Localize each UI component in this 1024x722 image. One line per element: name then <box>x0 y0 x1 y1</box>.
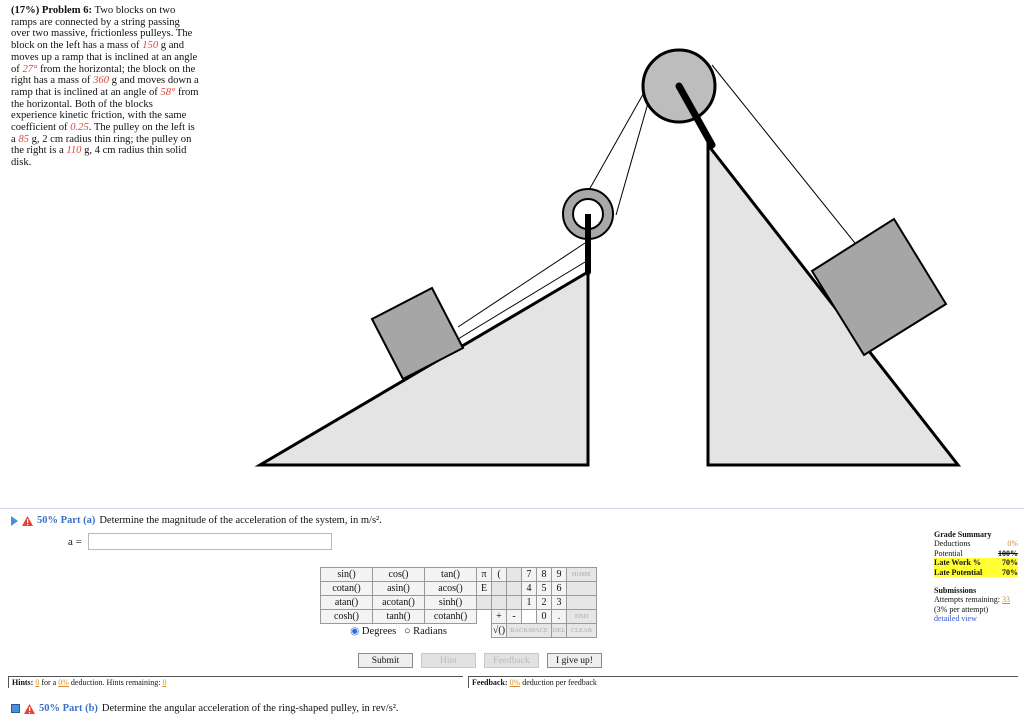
feedback-label: Feedback: <box>472 678 508 687</box>
hint-button: Hint <box>421 653 476 668</box>
key-1[interactable]: 1 <box>522 596 537 610</box>
string-segment <box>616 96 650 215</box>
pi-button[interactable]: π <box>477 568 492 582</box>
detailed-view-link[interactable]: detailed view <box>934 614 977 624</box>
hints-bar <box>8 676 463 688</box>
minus-button[interactable]: - <box>507 610 522 624</box>
part-b-header[interactable] <box>11 703 399 714</box>
plus-button[interactable]: + <box>492 610 507 624</box>
sqrt-button[interactable]: √() <box>492 625 506 636</box>
attempts-row <box>934 595 1018 604</box>
late-work-value: 70% <box>1002 558 1018 568</box>
pulley-right-mass-value: 110 <box>66 145 82 157</box>
tanh-button[interactable]: tanh() <box>373 610 425 624</box>
collapsed-box-icon[interactable] <box>11 704 20 713</box>
disabled-key <box>507 596 522 610</box>
close-paren-button <box>507 568 522 582</box>
late-work-row <box>934 558 1018 567</box>
problem-text: g and moves down a ramp that is inclined at an angle of <box>11 75 199 98</box>
feedback-text: deduction per feedback <box>522 678 597 687</box>
angle-right-value: 58° <box>160 86 176 98</box>
action-buttons <box>358 653 602 668</box>
late-potential-label: Late Potential <box>934 567 983 577</box>
spacer <box>477 624 492 638</box>
e-button[interactable]: E <box>477 582 492 596</box>
warning-icon <box>22 516 33 526</box>
deductions-row <box>934 539 1018 548</box>
grade-summary-title: Grade Summary <box>934 530 992 539</box>
part-a-percent: 50% Part (a) <box>37 515 96 526</box>
problem-label: Problem 6: <box>41 5 93 16</box>
cos-button[interactable]: cos() <box>373 568 425 582</box>
part-b-percent: 50% Part (b) <box>39 703 98 714</box>
part-a-header <box>11 515 382 526</box>
calculator-keypad <box>320 567 597 638</box>
disabled-key <box>492 582 507 596</box>
degrees-radio-icon[interactable]: ◉ <box>350 625 360 637</box>
key-2[interactable]: 2 <box>537 596 552 610</box>
atan-button[interactable]: atan() <box>321 596 373 610</box>
spacer <box>477 610 492 624</box>
deductions-label: Deductions <box>934 539 971 549</box>
acos-button[interactable]: acos() <box>425 582 477 596</box>
attempts-value: 33 <box>1002 595 1010 605</box>
feedback-bar <box>468 676 1018 688</box>
key-5[interactable]: 5 <box>537 582 552 596</box>
spacer <box>522 610 537 624</box>
late-potential-row <box>934 568 1018 577</box>
problem-text: g, 2 cm radius thin ring; the pulley on the right is a <box>11 133 192 157</box>
key-3[interactable]: 3 <box>552 596 567 610</box>
key-8[interactable]: 8 <box>537 568 552 582</box>
hints-label: Hints: <box>12 678 34 687</box>
mass-left-value: 150 <box>142 40 159 52</box>
feedback-button: Feedback <box>484 653 539 668</box>
problem-text: . The pulley on the left is a <box>11 122 195 145</box>
hints-count: 0 <box>35 678 40 687</box>
key-4[interactable]: 4 <box>522 582 537 596</box>
per-attempt-note: (3% per attempt) <box>934 604 989 614</box>
clear-button[interactable]: CLEAR <box>567 624 597 638</box>
mass-right-value: 360 <box>93 75 109 87</box>
angle-unit-selector <box>321 624 477 638</box>
submit-button[interactable]: Submit <box>358 653 413 668</box>
potential-row <box>934 549 1018 558</box>
left-arrow-button[interactable] <box>567 582 597 596</box>
open-paren-button[interactable]: ( <box>492 568 507 582</box>
tan-button[interactable]: tan() <box>425 568 477 582</box>
disabled-key <box>492 596 507 610</box>
hints-text: for a <box>41 678 57 687</box>
disabled-key <box>507 582 522 596</box>
hints-text: deduction. Hints remaining: <box>70 678 161 687</box>
angle-left-value: 27° <box>22 63 38 75</box>
answer-input[interactable] <box>88 533 332 550</box>
sinh-button[interactable]: sinh() <box>425 596 477 610</box>
acotan-button[interactable]: acotan() <box>373 596 425 610</box>
key-9[interactable]: 9 <box>552 568 567 582</box>
part-a-question: Determine the magnitude of the acceleration of the system, in m/s². <box>99 515 382 526</box>
late-work-label: Late Work % <box>934 558 981 568</box>
potential-value: 100% <box>998 548 1018 558</box>
cotanh-button[interactable]: cotanh() <box>425 610 477 624</box>
feedback-deduction: 0% <box>509 678 521 687</box>
home-button[interactable]: HOME <box>567 568 597 582</box>
warning-icon <box>24 704 35 714</box>
problem-text: from the horizontal; the block on the right has a mass of <box>11 63 196 87</box>
part-b-question: Determine the angular acceleration of the ring-shaped pulley, in rev/s². <box>101 703 399 714</box>
expand-triangle-icon[interactable] <box>11 516 18 526</box>
attempts-label: Attempts remaining: <box>934 595 1000 605</box>
key-6[interactable]: 6 <box>552 582 567 596</box>
hints-remaining: 0 <box>162 678 167 687</box>
friction-coefficient-value: 0.25 <box>70 122 89 134</box>
cosh-button[interactable]: cosh() <box>321 610 373 624</box>
problem-text: g, 4 cm radius thin solid disk. <box>11 145 187 169</box>
backspace-button[interactable]: BACKSPACE <box>507 624 552 638</box>
answer-row <box>68 533 332 550</box>
submissions-title: Submissions <box>934 586 977 596</box>
radians-label[interactable]: Radians <box>413 625 447 637</box>
answer-variable-label: a = <box>68 535 82 548</box>
cotan-button[interactable]: cotan() <box>321 582 373 596</box>
dot-button[interactable]: . <box>552 610 567 624</box>
disabled-key <box>477 596 492 610</box>
potential-label: Potential <box>934 548 963 558</box>
sin-button[interactable]: sin() <box>321 568 373 582</box>
del-button[interactable]: DEL <box>552 624 567 638</box>
key-7[interactable]: 7 <box>522 568 537 582</box>
give-up-button[interactable]: I give up! <box>547 653 602 668</box>
problem-text: g and moves up a ramp that is inclined at an angle of <box>11 40 198 75</box>
key-0[interactable]: 0 <box>537 610 552 624</box>
problem-text: Two blocks on two ramps are connected by a string passing over two massive, frictionless pulleys. The block on the left has a mass of <box>11 5 193 52</box>
hints-deduction: 0% <box>58 678 69 687</box>
asin-button[interactable]: asin() <box>373 582 425 596</box>
pulley-left-mass-value: 85 <box>18 133 29 145</box>
grade-summary <box>934 530 1018 624</box>
late-potential-value: 70% <box>1002 567 1018 577</box>
radians-radio-icon[interactable]: ○ <box>404 625 411 637</box>
problem-weight: (17%) <box>11 5 40 16</box>
degrees-label[interactable]: Degrees <box>361 625 397 637</box>
right-arrow-button[interactable] <box>567 596 597 610</box>
problem-text: from the horizontal. Both of the blocks experience kinetic friction, with the same coefficient of <box>11 86 199 134</box>
deductions-value: 0% <box>1007 539 1018 549</box>
end-button[interactable]: END <box>567 610 597 624</box>
